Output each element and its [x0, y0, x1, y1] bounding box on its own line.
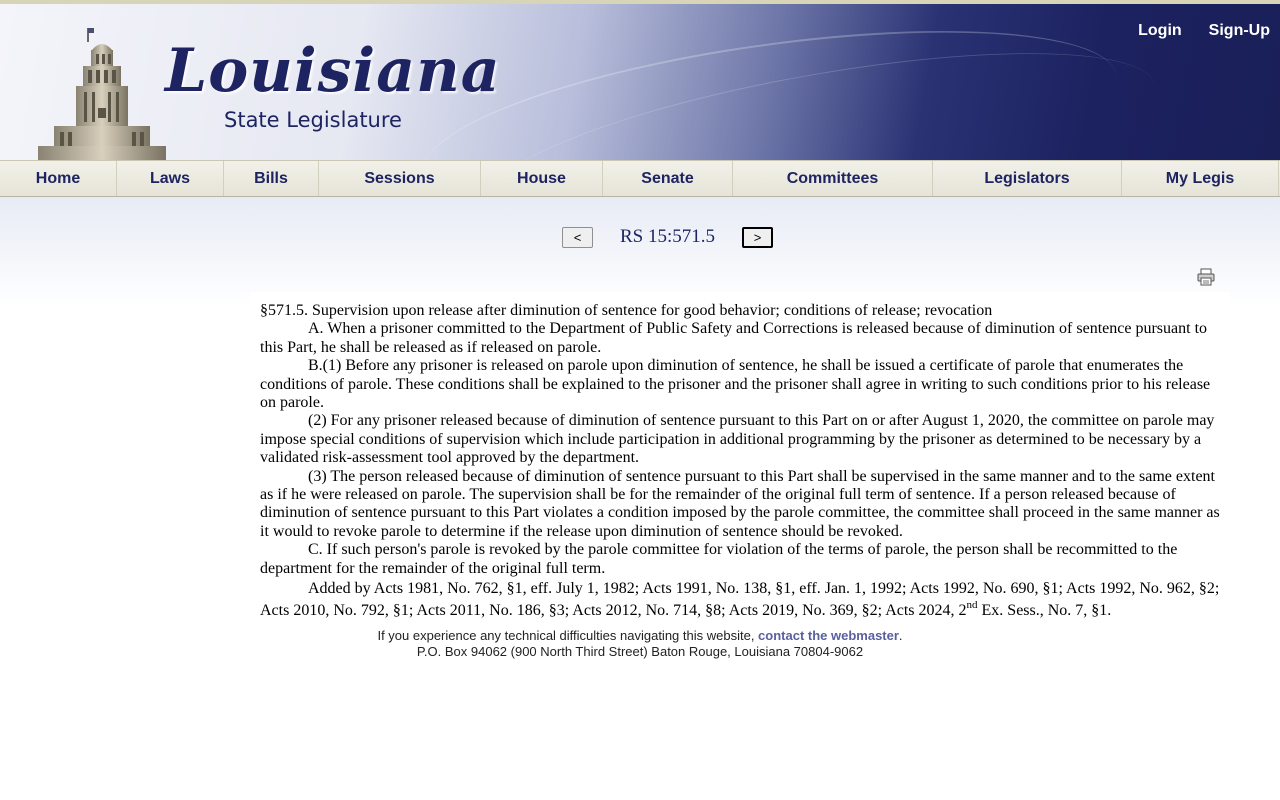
nav-item-laws[interactable]: Laws — [117, 161, 224, 196]
next-section-button[interactable]: > — [742, 227, 773, 248]
account-links — [1138, 21, 1270, 41]
page-footer — [0, 628, 1280, 660]
history-text: Added by Acts 1981, No. 762, §1, eff. July 1, 1982; Acts 1991, No. 138, §1, eff. Jan. 1, 1992; Acts 1992, No. 690, §1; Acts 1992, No. 962, §2; Acts 2010, No. 792, §1; Acts 2011, No. 186, §3; Acts 2012, No. 714, §8; Acts 2019, No. 369, §2; Acts 2024, 2 — [260, 580, 1220, 620]
statute-document — [250, 292, 1230, 622]
statute-paragraph: B.(1) Before any prisoner is released on parole upon diminution of sentence, he shall be issued a certificate of parole that enumerates the conditions of parole. These conditions shall be explained to the prisoner and the prisoner shall agree in writing to such conditions prior to his release on parole. — [260, 357, 1211, 412]
nav-item-senate[interactable]: Senate — [603, 161, 733, 196]
nav-item-home[interactable]: Home — [0, 161, 117, 196]
logo-subtitle: State Legislature — [224, 108, 402, 132]
logo-title: Louisiana — [165, 36, 501, 106]
prev-section-button[interactable]: < — [562, 227, 593, 248]
statute-history — [260, 578, 1220, 622]
statute-paragraph: (2) For any prisoner released because of diminution of sentence pursuant to this Part on or after August 1, 2020, the committee on parole may impose special conditions of supervision which include participation in additional programming by the prisoner as determined to be necessary by a validated risk-assessment tool approved by the department. — [260, 412, 1215, 467]
login-link[interactable]: Login — [1138, 22, 1182, 39]
contact-webmaster-link[interactable]: contact the webmaster — [758, 628, 899, 643]
statute-paragraph: A. When a prisoner committed to the Department of Public Safety and Corrections is released because of diminution of sentence pursuant to this Part, he shall be released as if released on parole. — [260, 320, 1208, 356]
footer-help-suffix: . — [898, 628, 903, 643]
statute-heading: §571.5. Supervision upon release after diminution of sentence for good behavior; conditions of release; revocation — [260, 302, 993, 319]
content-gradient — [0, 197, 1280, 307]
capitol-building-image — [36, 28, 168, 160]
statute-paragraph: (3) The person released because of diminution of sentence pursuant to this Part shall be supervised in the same manner and to the same extent as if he were released on parole. The supervision shall be for the remainder of the original full term of sentence. If a person released because of diminution of sentence pursuant to this Part violates a condition imposed by the parole committee, the committee shall proceed in the same manner as it would to revoke parole to determine if the release upon diminution of sentence should be revoked. — [260, 467, 1220, 540]
nav-item-house[interactable]: House — [481, 161, 603, 196]
header-banner — [0, 4, 1280, 160]
footer-help-line — [0, 628, 1280, 644]
signup-link[interactable]: Sign-Up — [1208, 22, 1270, 39]
nav-item-my-legis[interactable]: My Legis — [1122, 161, 1279, 196]
nav-item-sessions[interactable]: Sessions — [319, 161, 481, 196]
section-pager — [562, 226, 773, 248]
nav-item-legislators[interactable]: Legislators — [933, 161, 1122, 196]
nav-item-bills[interactable]: Bills — [224, 161, 319, 196]
printer-icon[interactable] — [1197, 268, 1215, 286]
nav-item-committees[interactable]: Committees — [733, 161, 933, 196]
main-nav — [0, 160, 1280, 197]
section-title: RS 15:571.5 — [620, 226, 716, 247]
footer-address: P.O. Box 94062 (900 North Third Street) Baton Rouge, Louisiana 70804-9062 — [416, 644, 864, 659]
footer-help-text: If you experience any technical difficulties navigating this website, — [377, 628, 759, 643]
statute-paragraph: C. If such person's parole is revoked by the parole committee for violation of the terms of parole, the person shall be recommitted to the department for the remainder of the original full term. — [260, 541, 1178, 577]
history-superscript: nd — [966, 599, 978, 612]
history-text-tail: Ex. Sess., No. 7, §1. — [977, 602, 1112, 620]
